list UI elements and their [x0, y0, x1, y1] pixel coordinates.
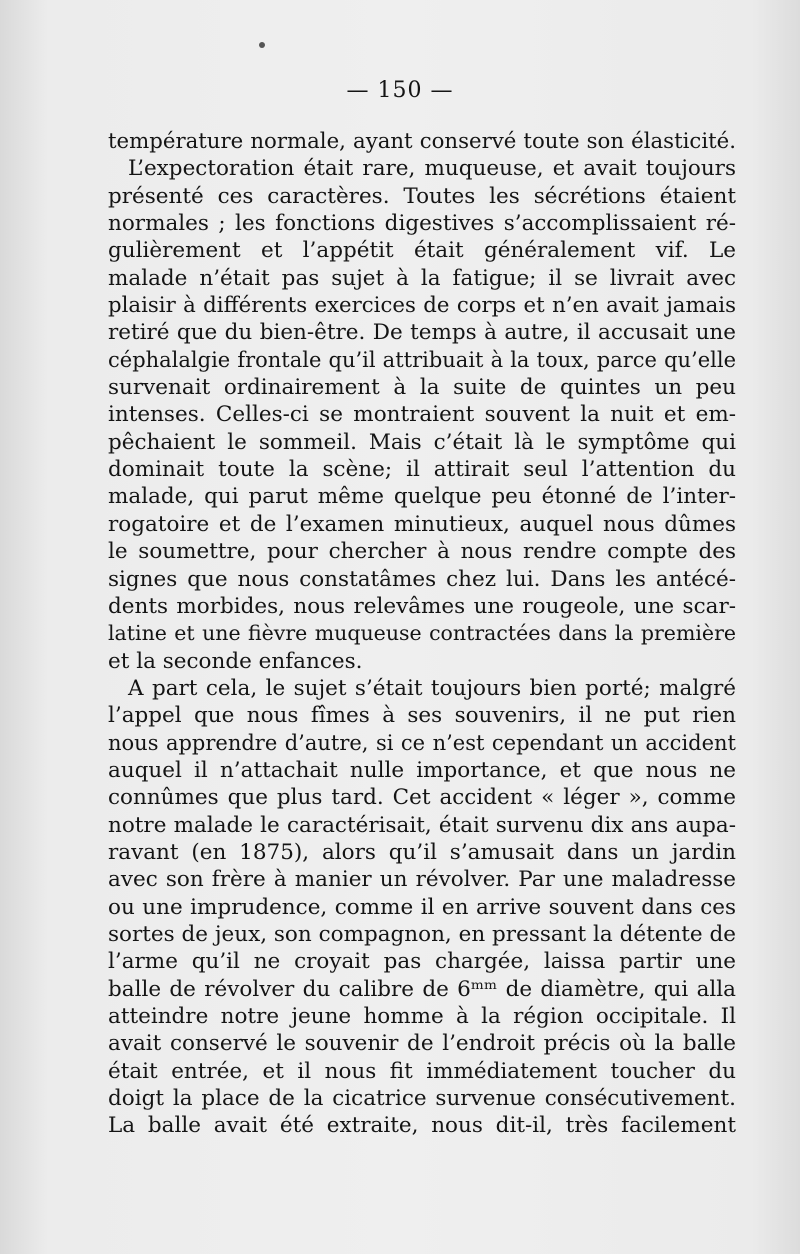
- text-line: latine et une fièvre muqueuse contractées dans la première: [108, 621, 736, 646]
- text-line: présenté ces caractères. Toutes les sécrétions étaient: [108, 183, 736, 209]
- text-line: température normale, ayant conservé toute son élasticité.: [108, 129, 736, 154]
- text-line: dents morbides, nous relevâmes une rougeole, une scar-: [108, 593, 736, 619]
- text-line: A part cela, le sujet s’était toujours bien porté; malgré: [128, 675, 736, 701]
- text-line: retiré que du bien-être. De temps à autre, il accusait une: [108, 320, 736, 346]
- text-line: intenses. Celles-ci se montraient souvent la nuit et em-: [108, 402, 736, 428]
- text-line: rogatoire et de l’examen minutieux, auquel nous dûmes: [108, 511, 736, 537]
- text-line: survenait ordinairement à la suite de quintes un peu: [108, 375, 736, 401]
- text-line: sortes de jeux, son compagnon, en pressant la détente de: [108, 921, 736, 947]
- text-line: auquel il n’attachait nulle importance, et que nous ne: [108, 757, 736, 783]
- text-line: était entrée, et il nous fit immédiatement toucher du: [108, 1058, 736, 1084]
- ink-speck: [259, 42, 265, 48]
- text-line: plaisir à différents exercices de corps et n’en avait jamais: [108, 293, 736, 319]
- text-line: avait conservé le souvenir de l’endroit précis où la balle: [108, 1031, 736, 1057]
- text-line: connûmes que plus tard. Cet accident « léger », comme: [108, 785, 736, 811]
- text-line: signes que nous constatâmes chez lui. Dans les antécé-: [108, 566, 736, 592]
- text-line: nous apprendre d’autre, si ce n’est cependant un accident: [108, 730, 736, 755]
- text-line: l’appel que nous fîmes à ses souvenirs, il ne put rien: [108, 703, 736, 729]
- text-line: l’arme qu’il ne croyait pas chargée, laissa partir une: [108, 949, 736, 975]
- text-line: gulièrement et l’appétit était généralement vif. Le: [108, 238, 736, 264]
- text-line: atteindre notre jeune homme à la région occipitale. Il: [108, 1004, 736, 1029]
- text-line: dominait toute la scène; il attirait seul l’attention du: [108, 457, 736, 483]
- text-line: avec son frère à manier un révolver. Par une maladresse: [108, 867, 736, 893]
- page-number: — 150 —: [346, 78, 454, 103]
- text-line: notre malade le caractérisait, était survenu dix ans aupa-: [108, 812, 736, 838]
- text-line: normales ; les fonctions digestives s’accomplissaient ré-: [108, 211, 736, 237]
- body-text: [108, 128, 736, 1140]
- text-line: La balle avait été extraite, nous dit-il, très facilement: [108, 1113, 736, 1139]
- text-line: ravant (en 1875), alors qu’il s’amusait dans un jardin: [108, 839, 736, 865]
- text-line: L’expectoration était rare, muqueuse, et avait toujours: [128, 156, 736, 182]
- text-line: malade, qui parut même quelque peu étonné de l’inter-: [108, 484, 736, 510]
- text-line: et la seconde enfances.: [108, 648, 363, 674]
- text-line: pêchaient le sommeil. Mais c’était là le symptôme qui: [108, 429, 736, 455]
- text-line: doigt la place de la cicatrice survenue consécutivement.: [108, 1086, 736, 1112]
- text-line: balle de révolver du calibre de 6ᵐᵐ de diamètre, qui alla: [108, 976, 736, 1002]
- text-line: le soumettre, pour chercher à nous rendre compte des: [108, 539, 736, 565]
- text-line: malade n’était pas sujet à la fatigue; il se livrait avec: [108, 265, 736, 291]
- text-line: céphalalgie frontale qu’il attribuait à la toux, parce qu’elle: [108, 347, 736, 372]
- text-line: ou une imprudence, comme il en arrive souvent dans ces: [108, 894, 736, 920]
